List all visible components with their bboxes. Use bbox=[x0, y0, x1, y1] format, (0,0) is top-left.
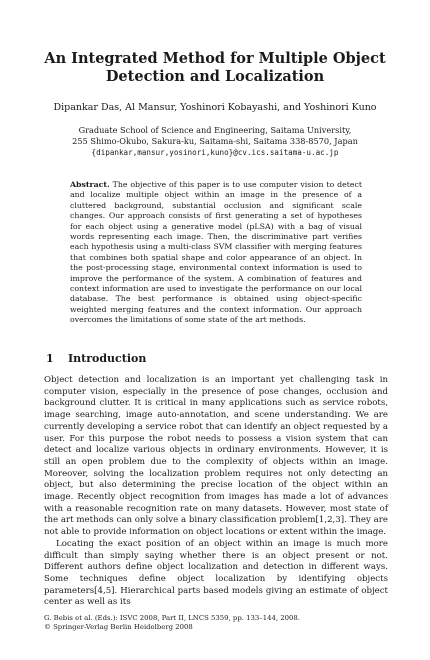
affiliation bbox=[30, 125, 400, 158]
paragraph-2: Locating the exact position of an object within an image is much more difficult than simply saying whether there is an object present or not. Different authors define object localization and detection in different ways. Some techniques define object localization by identifying objects parameters[4,5]. Hierarchical parts based models giving an estimate of object center as well as its bbox=[44, 538, 388, 608]
section-title: Introduction bbox=[68, 352, 147, 365]
title-line-1: An Integrated Method for Multiple Object bbox=[44, 50, 386, 67]
title-line-2: Detection and Localization bbox=[105, 68, 325, 85]
author-emails: {dipankar,mansur,yosinori,kuno}@cv.ics.saitama-u.ac.jp bbox=[91, 148, 339, 157]
abstract bbox=[70, 180, 362, 326]
affiliation-line-2: 255 Shimo-Okubo, Sakura-ku, Saitama-shi, Saitama 338-8570, Japan bbox=[72, 136, 358, 146]
publication-footer bbox=[44, 614, 388, 632]
footer-citation: G. Bebis et al. (Eds.): ISVC 2008, Part II, LNCS 5359, pp. 133–144, 2008. bbox=[44, 614, 300, 622]
section-number: 1 bbox=[46, 352, 54, 365]
abstract-label: Abstract. bbox=[70, 180, 110, 189]
author-list: Dipankar Das, Al Mansur, Yoshinori Kobayashi, and Yoshinori Kuno bbox=[53, 102, 377, 113]
abstract-text: The objective of this paper is to use computer vision to detect and localize multiple object within an image in the presence of a cluttered background, substantial occlusion and significant scale changes. Our approach consists of first generating a set of hypotheses for each object using a generative model (pLSA) with a bag of visual words representing each image. Then, the discriminative part verifies each hypothesis using a multi-class SVM classifier with merging features that combines both spatial shape and color appearance of an object. In the post-processing stage, environmental context information is used to improve the performance of the system. A combination of features and context information are used to investigate the performance on our local database. The best performance is obtained using object-specific weighted merging features and the context information. Our approach overcomes the limitations of some state of the art methods. bbox=[70, 180, 362, 325]
paragraph-1: Object detection and localization is an important yet challenging task in computer vision, especially in the presence of pose changes, occlusion and background clutter. It is critical in many applications such as service robots, image searching, image auto-annotation, and scene understanding. We are currently developing a service robot that can identify an object requested by a user. For this purpose the robot needs to possess a vision system that can detect and localize various objects in ordinary environments. However, it is still an open problem due to the complexity of objects within an image. Moreover, solving the localization problem requires not only detecting an object, but also determining the precise location of the object within an image. Recently object recognition from images has made a lot of advances with a reasonable recognition rate on many datasets. However, most state of the art methods can only solve a binary classification problem[1,2,3]. They are not able to provide information on object locations or extent within the image. bbox=[44, 375, 388, 538]
section-heading bbox=[46, 352, 146, 365]
affiliation-line-1: Graduate School of Science and Engineering, Saitama University, bbox=[78, 125, 352, 135]
body-text bbox=[44, 375, 388, 609]
footer-copyright: © Springer-Verlag Berlin Heidelberg 2008 bbox=[44, 623, 193, 631]
paper-title bbox=[30, 50, 400, 86]
